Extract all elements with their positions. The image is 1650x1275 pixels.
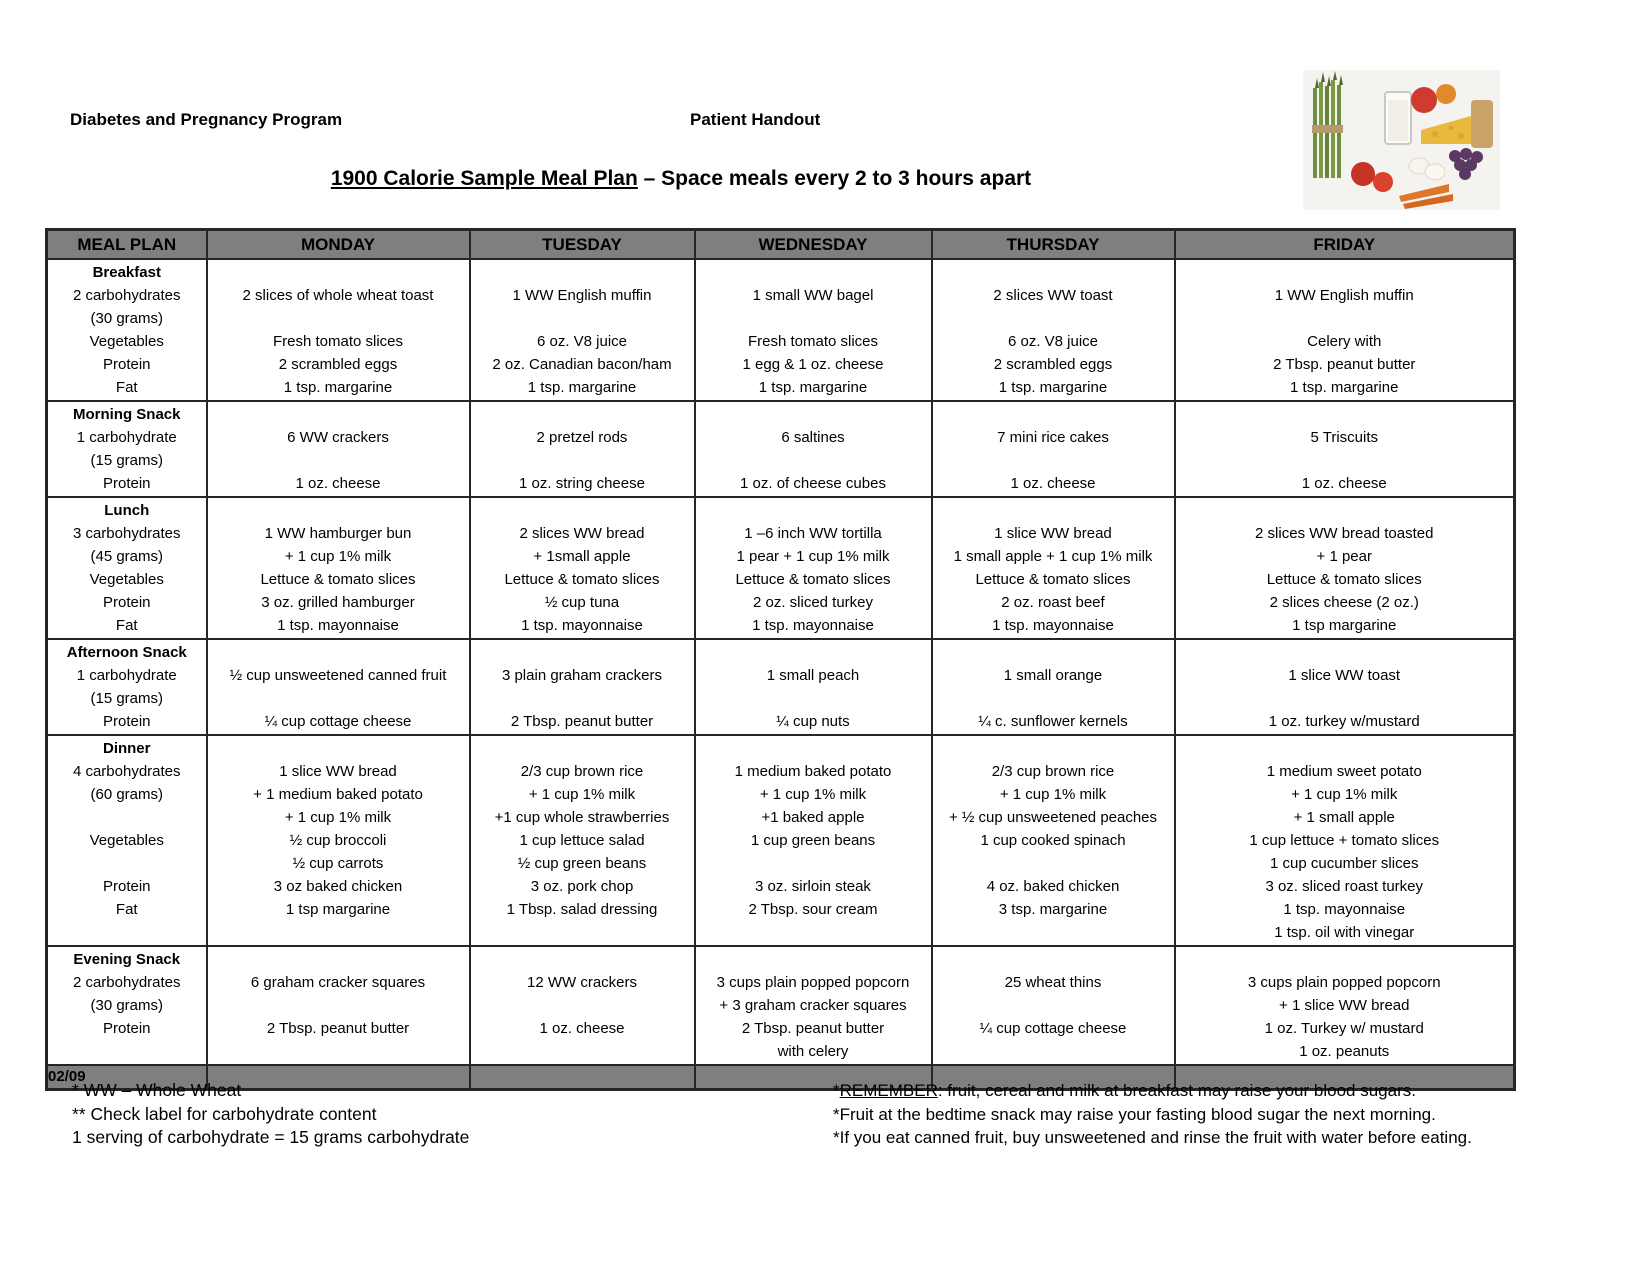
meal-cell-evening-snack	[470, 946, 695, 1065]
meal-line: ¼ cup nuts	[776, 713, 850, 730]
meal-line: Vegetables	[89, 571, 164, 588]
meal-line	[210, 921, 467, 944]
meal-line: 2 slices WW toast	[993, 287, 1113, 304]
meal-cell-evening-snack	[695, 946, 932, 1065]
meal-line	[210, 499, 467, 522]
meal-line: + 1 pear	[1316, 548, 1372, 565]
canned-fruit-note: *If you eat canned fruit, buy unsweetened and rinse the fruit with water before eating.	[833, 1128, 1472, 1147]
meal-line	[935, 641, 1172, 664]
meal-line: 1 oz. cheese	[539, 1020, 625, 1037]
meal-line: 2 slices WW bread	[519, 525, 645, 542]
meal-line: Fresh tomato slices	[272, 333, 404, 350]
meal-line: + 1 cup 1% milk	[284, 809, 392, 826]
meal-line	[210, 948, 467, 971]
meal-line: 1 tsp. mayonnaise	[1283, 901, 1406, 918]
meal-section-title: Dinner	[102, 740, 151, 757]
meal-line: 1 tsp. oil with vinegar	[1274, 924, 1415, 941]
meal-line	[935, 737, 1172, 760]
meal-line: 6 saltines	[781, 429, 845, 446]
meal-line: (30 grams)	[90, 310, 164, 327]
meal-line	[50, 852, 204, 875]
meal-cell-dinner	[695, 735, 932, 946]
table-header-row	[47, 230, 1515, 260]
meal-line	[935, 948, 1172, 971]
meal-line	[1178, 449, 1512, 472]
meal-line	[1178, 307, 1512, 330]
meal-line	[935, 1040, 1172, 1063]
meal-line: 2 oz. Canadian bacon/ham	[492, 356, 672, 373]
meal-line: Lettuce & tomato slices	[504, 571, 660, 588]
meal-line: ¼ cup cottage cheese	[264, 713, 412, 730]
meal-line: 1 cup lettuce salad	[519, 832, 645, 849]
meal-line	[210, 261, 467, 284]
meal-line: 1 cup lettuce + tomato slices	[1249, 832, 1440, 849]
meal-line: 6 oz. V8 juice	[1007, 333, 1099, 350]
meal-line: 1 WW hamburger bun	[264, 525, 412, 542]
food-photo	[1303, 70, 1500, 210]
handout-label: Patient Handout	[690, 110, 821, 129]
meal-line: 1 oz. cheese	[1010, 475, 1096, 492]
meal-line: +1 baked apple	[761, 809, 865, 826]
column-header-monday: MONDAY	[207, 230, 470, 260]
meal-line	[1178, 948, 1512, 971]
meal-line: 2 slices cheese (2 oz.)	[1269, 594, 1419, 611]
meal-line	[935, 852, 1172, 875]
footnote-line: ** Check label for carbohydrate content	[72, 1103, 377, 1124]
meal-line: 2/3 cup brown rice	[991, 763, 1115, 780]
meal-line: Fresh tomato slices	[747, 333, 879, 350]
bread-icon	[1471, 100, 1493, 148]
program-name: Diabetes and Pregnancy Program	[70, 110, 343, 129]
meal-line: 1 small orange	[1003, 667, 1103, 684]
column-header-thursday: THURSDAY	[932, 230, 1175, 260]
meal-line: 1 tsp. mayonnaise	[521, 617, 643, 634]
meal-cell-breakfast	[932, 259, 1175, 401]
meal-cell-evening-snack	[207, 946, 470, 1065]
meal-section-title: Morning Snack	[72, 406, 181, 423]
meal-line	[473, 737, 692, 760]
meal-cell-dinner	[932, 735, 1175, 946]
meal-cell-lunch	[695, 497, 932, 639]
meal-line: 1 Tbsp. salad dressing	[506, 901, 658, 918]
meal-line: 2 carbohydrates	[72, 974, 181, 991]
meal-plan-table	[45, 228, 1516, 1091]
footnotes-left	[72, 1079, 469, 1150]
meal-line: 2 slices WW bread toasted	[1255, 525, 1434, 542]
column-header-friday: FRIDAY	[1175, 230, 1515, 260]
meal-line: Lettuce & tomato slices	[735, 571, 891, 588]
meal-line: (30 grams)	[90, 997, 164, 1014]
meal-line: 1 cup cucumber slices	[1270, 855, 1419, 872]
meal-line: with celery	[777, 1043, 849, 1060]
meal-line: 1 oz. peanuts	[1299, 1043, 1390, 1060]
meal-cell-evening-snack	[1175, 946, 1515, 1065]
meal-line: 3 cups plain popped popcorn	[716, 974, 910, 991]
section-afternoon-snack	[47, 639, 1515, 735]
label-cell-morning-snack	[47, 401, 207, 497]
meal-line: 1 WW English muffin	[512, 287, 652, 304]
meal-cell-morning-snack	[695, 401, 932, 497]
meal-line: 1 tsp margarine	[1292, 617, 1397, 634]
meal-line	[698, 948, 929, 971]
meal-line	[473, 994, 692, 1017]
meal-line: Protein	[102, 356, 151, 373]
column-header-wednesday: WEDNESDAY	[695, 230, 932, 260]
meal-line: 2 scrambled eggs	[993, 356, 1113, 373]
meal-section-title: Evening Snack	[73, 951, 181, 968]
meal-cell-afternoon-snack	[1175, 639, 1515, 735]
meal-cell-morning-snack	[470, 401, 695, 497]
meal-section-title: Breakfast	[92, 264, 161, 281]
meal-line: 3 oz. sliced roast turkey	[1265, 878, 1424, 895]
meal-line: + 1 cup 1% milk	[1291, 786, 1398, 803]
meal-line: 1 tsp. margarine	[998, 379, 1108, 396]
meal-line	[1178, 687, 1512, 710]
meal-line: 1 oz. Turkey w/ mustard	[1264, 1020, 1424, 1037]
meal-line: 2 carbohydrates	[72, 287, 181, 304]
meal-line: ½ cup tuna	[544, 594, 620, 611]
meal-line: 1 oz. cheese	[1301, 475, 1387, 492]
meal-line: + 1small apple	[533, 548, 631, 565]
meal-cell-breakfast	[1175, 259, 1515, 401]
meal-line	[473, 921, 692, 944]
meal-line: 1 tsp. margarine	[527, 379, 637, 396]
meal-line: + 1 small apple	[1293, 809, 1395, 826]
meal-line: 1 oz. cheese	[295, 475, 381, 492]
section-evening-snack	[47, 946, 1515, 1065]
meal-line: 1 cup cooked spinach	[980, 832, 1126, 849]
bedtime-note: *Fruit at the bedtime snack may raise your fasting blood sugar the next morning.	[833, 1104, 1436, 1124]
meal-line: 3 carbohydrates	[72, 525, 181, 542]
meal-line: 2 slices of whole wheat toast	[242, 287, 434, 304]
label-cell-afternoon-snack	[47, 639, 207, 735]
meal-line: + 1 cup 1% milk	[284, 548, 392, 565]
label-cell-breakfast	[47, 259, 207, 401]
meal-line: 1 small apple + 1 cup 1% milk	[953, 548, 1153, 565]
meal-line: 4 oz. baked chicken	[986, 878, 1120, 895]
orange-icon	[1436, 84, 1456, 104]
meal-line	[698, 641, 929, 664]
meal-line	[210, 687, 467, 710]
meal-line: 6 graham cracker squares	[250, 974, 426, 991]
meal-line: 1 egg & 1 oz. cheese	[742, 356, 884, 373]
meal-line: Protein	[102, 713, 151, 730]
meal-line: 1 –6 inch WW tortilla	[744, 525, 882, 542]
meal-line	[698, 307, 929, 330]
meal-line	[473, 687, 692, 710]
meal-line: 1 medium sweet potato	[1266, 763, 1422, 780]
section-morning-snack	[47, 401, 1515, 497]
meal-line	[210, 449, 467, 472]
meal-line: + 1 cup 1% milk	[528, 786, 636, 803]
meal-line: 1 tsp. mayonnaise	[992, 617, 1114, 634]
meal-line	[50, 806, 204, 829]
meal-line	[935, 921, 1172, 944]
meal-line: + 1 slice WW bread	[1279, 997, 1410, 1014]
meal-line	[210, 307, 467, 330]
meal-line: 1 small peach	[766, 667, 860, 684]
meal-line	[698, 687, 929, 710]
meal-line: 1 medium baked potato	[734, 763, 892, 780]
meal-line	[210, 994, 467, 1017]
meal-line	[473, 449, 692, 472]
meal-line: 1 carbohydrate	[76, 667, 177, 684]
meal-line: ¼ c. sunflower kernels	[978, 713, 1128, 730]
meal-line: ½ cup broccoli	[289, 832, 387, 849]
egg-icon	[1425, 164, 1445, 180]
meal-cell-lunch	[470, 497, 695, 639]
meal-line	[698, 261, 929, 284]
meal-line: +1 cup whole strawberries	[494, 809, 670, 826]
column-header-tuesday: TUESDAY	[470, 230, 695, 260]
meal-line: 1 tsp. margarine	[1290, 379, 1399, 396]
meal-line: Celery with	[1307, 333, 1382, 350]
meal-cell-dinner	[1175, 735, 1515, 946]
meal-line: 1 tsp. margarine	[283, 379, 393, 396]
meal-cell-lunch	[207, 497, 470, 639]
meal-section-title: Lunch	[104, 502, 150, 519]
meal-line: + 1 cup 1% milk	[999, 786, 1107, 803]
meal-line	[935, 499, 1172, 522]
meal-line: 2 oz. sliced turkey	[752, 594, 874, 611]
tomato-icon	[1373, 172, 1393, 192]
meal-line: 1 small WW bagel	[752, 287, 874, 304]
meal-cell-lunch	[1175, 497, 1515, 639]
meal-line	[935, 449, 1172, 472]
meal-line: 1 tsp. mayonnaise	[277, 617, 399, 634]
meal-line: 1 tsp margarine	[285, 901, 391, 918]
column-header-meal-plan: MEAL PLAN	[47, 230, 207, 260]
meal-line: 1 slice WW bread	[279, 763, 397, 780]
meal-line: 1 oz. turkey w/mustard	[1268, 713, 1420, 730]
meal-line	[210, 737, 467, 760]
meal-line: + ½ cup unsweetened peaches	[948, 809, 1158, 826]
meal-line: 2 Tbsp. peanut butter	[1273, 356, 1416, 373]
meal-line	[698, 852, 929, 875]
meal-line: (45 grams)	[90, 548, 164, 565]
meal-line	[210, 403, 467, 426]
meal-line: 1 tsp. margarine	[758, 379, 868, 396]
footer-date: 02/09	[47, 1065, 207, 1090]
meal-line: 2 oz. roast beef	[1001, 594, 1105, 611]
meal-line	[698, 737, 929, 760]
footnote-line: * WW – Whole Wheat	[72, 1080, 242, 1100]
meal-line: ¼ cup cottage cheese	[979, 1020, 1127, 1037]
meal-line	[935, 687, 1172, 710]
meal-line: + 1 medium baked potato	[253, 786, 423, 803]
label-cell-evening-snack	[47, 946, 207, 1065]
footnotes-right	[833, 1079, 1472, 1150]
meal-line	[473, 641, 692, 664]
meal-line: ½ cup green beans	[517, 855, 647, 872]
meal-line: 1 tsp. mayonnaise	[752, 617, 874, 634]
page-title	[45, 167, 1317, 191]
meal-line	[210, 641, 467, 664]
meal-line: Lettuce & tomato slices	[1266, 571, 1422, 588]
meal-line: Protein	[102, 1020, 151, 1037]
meal-cell-afternoon-snack	[695, 639, 932, 735]
meal-line	[50, 921, 204, 944]
meal-line: 2/3 cup brown rice	[520, 763, 644, 780]
meal-line: 3 oz. grilled hamburger	[261, 594, 415, 611]
meal-line: 7 mini rice cakes	[997, 429, 1109, 446]
section-dinner	[47, 735, 1515, 946]
meal-line: Fat	[115, 379, 138, 396]
meal-line	[698, 921, 929, 944]
meal-line: 1 slice WW toast	[1288, 667, 1401, 684]
apple-icon	[1411, 87, 1437, 113]
label-cell-lunch	[47, 497, 207, 639]
meal-line: 6 WW crackers	[287, 429, 389, 446]
meal-line: 2 Tbsp. sour cream	[748, 901, 878, 918]
meal-line: (15 grams)	[90, 690, 164, 707]
meal-line: 3 cups plain popped popcorn	[1247, 974, 1441, 991]
meal-cell-afternoon-snack	[207, 639, 470, 735]
meal-line: 2 Tbsp. peanut butter	[266, 1020, 410, 1037]
meal-line	[935, 307, 1172, 330]
meal-line	[1178, 641, 1512, 664]
meal-cell-morning-snack	[932, 401, 1175, 497]
meal-cell-breakfast	[470, 259, 695, 401]
meal-line: 2 Tbsp. peanut butter	[510, 713, 654, 730]
page-title-underlined: 1900 Calorie Sample Meal Plan	[330, 167, 638, 190]
meal-cell-dinner	[207, 735, 470, 946]
meal-line	[473, 1040, 692, 1063]
remember-label: REMEMBER	[839, 1081, 938, 1100]
meal-line: 1 cup green beans	[750, 832, 876, 849]
meal-line: 1 carbohydrate	[76, 429, 177, 446]
meal-line: 5 Triscuits	[1310, 429, 1378, 446]
label-cell-dinner	[47, 735, 207, 946]
meal-line: 1 WW English muffin	[1274, 287, 1414, 304]
meal-line	[935, 261, 1172, 284]
meal-line	[935, 994, 1172, 1017]
milk-glass-icon	[1385, 92, 1411, 144]
meal-line: 3 plain graham crackers	[501, 667, 663, 684]
meal-line	[473, 307, 692, 330]
section-lunch	[47, 497, 1515, 639]
meal-cell-morning-snack	[207, 401, 470, 497]
meal-cell-afternoon-snack	[470, 639, 695, 735]
meal-cell-breakfast	[207, 259, 470, 401]
meal-line: 3 oz baked chicken	[273, 878, 403, 895]
asparagus-icon	[1312, 71, 1343, 178]
meal-line: + 1 cup 1% milk	[759, 786, 867, 803]
meal-line	[1178, 403, 1512, 426]
meal-line: Vegetables	[89, 333, 164, 350]
meal-line: 12 WW crackers	[526, 974, 637, 991]
meal-line: Vegetables	[89, 832, 164, 849]
meal-line: ½ cup unsweetened canned fruit	[229, 667, 447, 684]
meal-line: 3 oz. pork chop	[530, 878, 634, 895]
meal-line: 1 oz. string cheese	[519, 475, 645, 492]
meal-section-title: Afternoon Snack	[66, 644, 187, 661]
meal-line: 4 carbohydrates	[72, 763, 181, 780]
remember-note: *REMEMBER: fruit, cereal and milk at breakfast may raise your blood sugars.	[833, 1081, 1416, 1100]
meal-line: 1 slice WW bread	[994, 525, 1112, 542]
meal-cell-afternoon-snack	[932, 639, 1175, 735]
meal-line	[698, 449, 929, 472]
meal-line: 1 oz. of cheese cubes	[740, 475, 886, 492]
section-breakfast	[47, 259, 1515, 401]
meal-line	[935, 403, 1172, 426]
footnote-line: 1 serving of carbohydrate = 15 grams carbohydrate	[72, 1127, 470, 1147]
page-title-suffix: – Space meals every 2 to 3 hours apart	[637, 167, 1032, 190]
meal-line: Lettuce & tomato slices	[260, 571, 416, 588]
meal-cell-breakfast	[695, 259, 932, 401]
meal-line	[1178, 737, 1512, 760]
meal-cell-lunch	[932, 497, 1175, 639]
meal-line: Protein	[102, 594, 151, 611]
meal-line	[1178, 261, 1512, 284]
meal-line: (60 grams)	[90, 786, 164, 803]
meal-cell-morning-snack	[1175, 401, 1515, 497]
meal-line: 2 scrambled eggs	[278, 356, 398, 373]
meal-line: 1 pear + 1 cup 1% milk	[736, 548, 890, 565]
meal-line: 6 oz. V8 juice	[536, 333, 628, 350]
meal-line	[473, 948, 692, 971]
meal-line	[473, 499, 692, 522]
tomato-icon	[1351, 162, 1375, 186]
meal-cell-evening-snack	[932, 946, 1175, 1065]
meal-line: Fat	[115, 617, 138, 634]
meal-line: 2 pretzel rods	[536, 429, 628, 446]
meal-line	[210, 1040, 467, 1063]
meal-line: + 3 graham cracker squares	[719, 997, 907, 1014]
meal-line	[473, 261, 692, 284]
meal-line: (15 grams)	[90, 452, 164, 469]
meal-line: 3 tsp. margarine	[998, 901, 1108, 918]
meal-line: Protein	[102, 878, 151, 895]
meal-line	[698, 403, 929, 426]
meal-cell-dinner	[470, 735, 695, 946]
meal-line: Fat	[115, 901, 138, 918]
meal-line: Lettuce & tomato slices	[975, 571, 1131, 588]
meal-line	[1178, 499, 1512, 522]
meal-line	[698, 499, 929, 522]
meal-line: Protein	[102, 475, 151, 492]
meal-line: 25 wheat thins	[1004, 974, 1102, 991]
meal-line	[50, 1040, 204, 1063]
meal-line: 3 oz. sirloin steak	[755, 878, 871, 895]
meal-line: ½ cup carrots	[292, 855, 384, 872]
meal-line: 2 Tbsp. peanut butter	[741, 1020, 885, 1037]
meal-line	[473, 403, 692, 426]
